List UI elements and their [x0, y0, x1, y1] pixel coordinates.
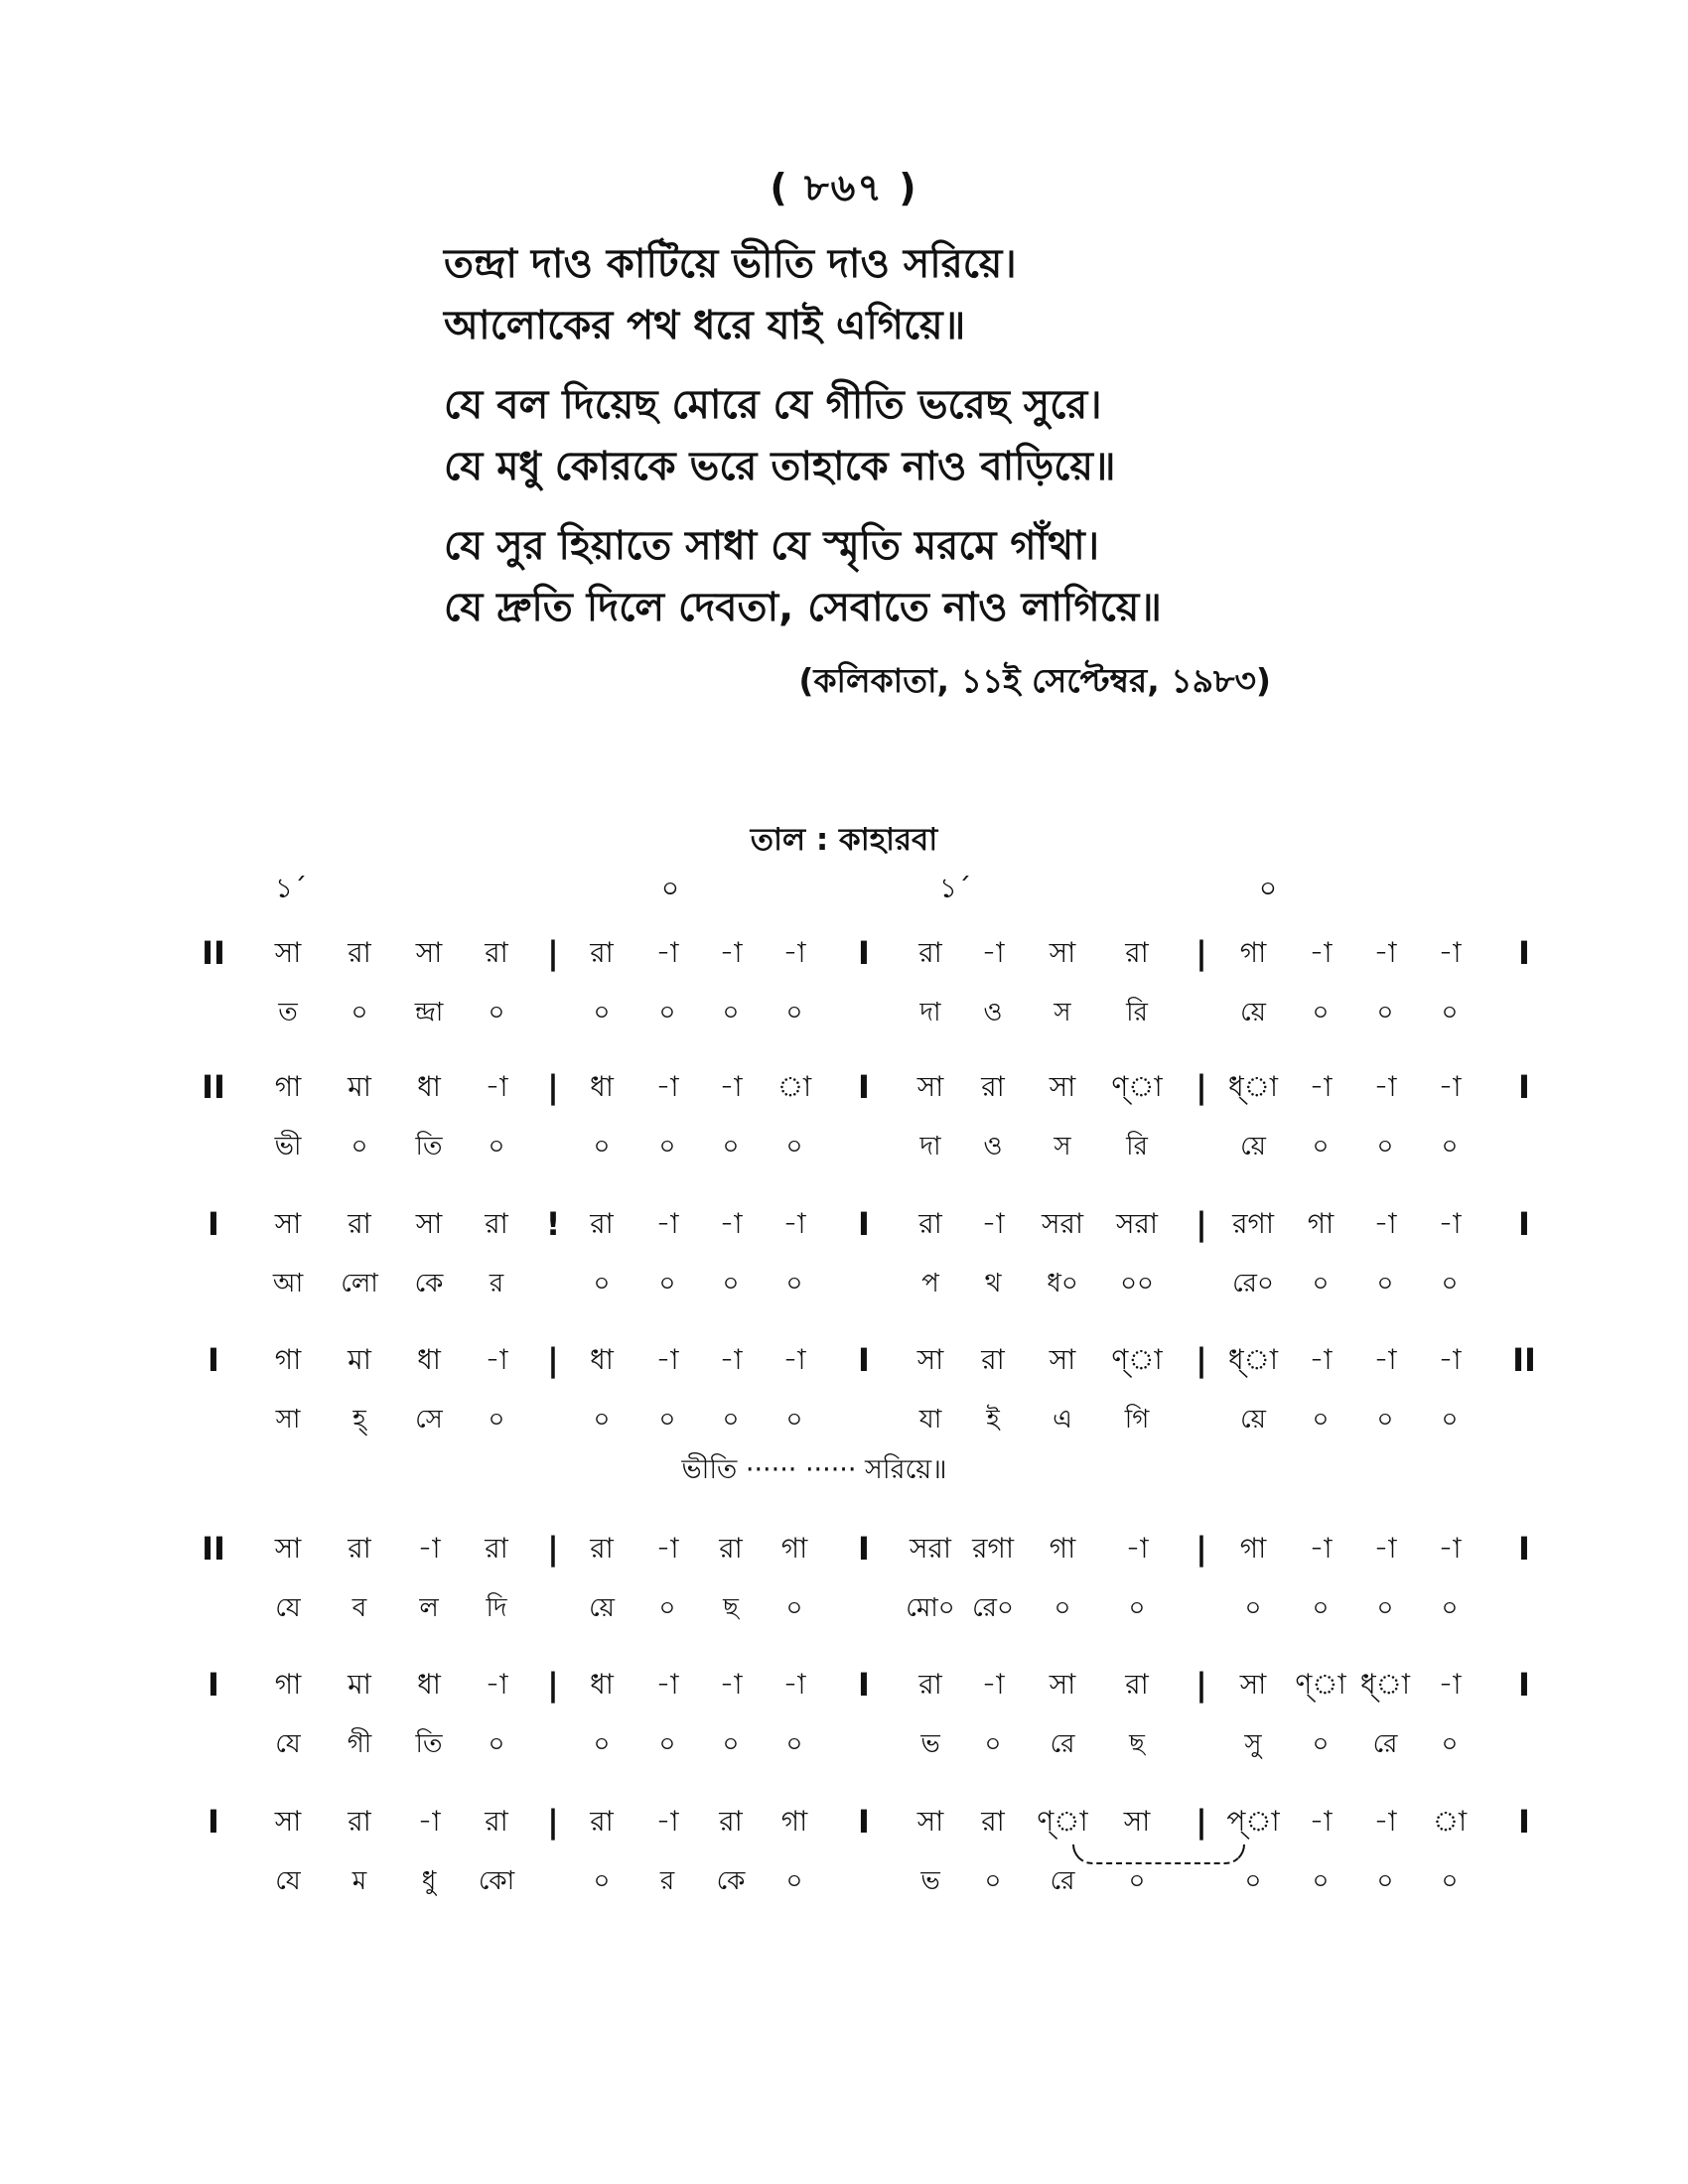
lyric-syllable: ০ — [1441, 1866, 1459, 1896]
lyric-syllable: সে — [415, 1405, 443, 1434]
lyric-syllable: দা — [919, 998, 941, 1027]
refrain-marker: ভীতি ······ ······ সরিয়ে॥ — [681, 1454, 947, 1485]
swara-note: সা — [274, 1207, 302, 1240]
lyric-syllable: কে — [716, 1866, 746, 1896]
lyric-syllable: ০ — [593, 1866, 611, 1896]
bar-line: I — [858, 1666, 870, 1704]
lyric-line: যে সুর হিয়াতে সাধা যে স্মৃতি মরমে গাঁথা। — [444, 523, 1100, 569]
lyric-row — [0, 1122, 1688, 1171]
swara-note: গা — [1239, 1532, 1267, 1565]
lyric-syllable: ই — [986, 1405, 1000, 1434]
swara-note: গা — [780, 1805, 808, 1838]
lyric-syllable: যা — [918, 1405, 942, 1434]
bar-line: | — [547, 1530, 559, 1568]
bar-line: I — [858, 1205, 870, 1243]
bar-line: II — [202, 1068, 225, 1106]
swara-note: ধ্া — [1227, 1070, 1279, 1103]
swara-note: -া — [782, 1207, 806, 1240]
swara-note: সা — [916, 1343, 944, 1376]
swara-note: সা — [274, 936, 302, 969]
swara-note: -া — [1309, 936, 1333, 969]
lyric-syllable: ০০ — [1120, 1269, 1154, 1298]
lyric-syllable: ০ — [785, 1132, 803, 1161]
lyric-syllable: ০ — [1128, 1866, 1146, 1896]
swara-note: -া — [655, 1207, 679, 1240]
lyric-syllable: ০ — [1441, 1405, 1459, 1434]
lyric-syllable: ০ — [658, 1405, 676, 1434]
lyric-syllable: ম — [352, 1866, 367, 1896]
swara-note: -া — [655, 1070, 679, 1103]
bar-line: I — [1518, 934, 1530, 972]
lyric-syllable: ও — [983, 1132, 1003, 1161]
bar-line: I — [1518, 1530, 1530, 1568]
lyric-syllable: র — [489, 1269, 504, 1298]
swara-note: সা — [274, 1532, 302, 1565]
lyric-row — [0, 1583, 1688, 1633]
swara-note: -া — [1309, 1070, 1333, 1103]
lyric-syllable: ০ — [722, 998, 740, 1027]
swara-note: সা — [1239, 1668, 1267, 1701]
swara-note: -া — [719, 1207, 743, 1240]
swara-note: সা — [1049, 936, 1076, 969]
lyric-syllable: তি — [415, 1729, 443, 1759]
lyric-syllable: ০ — [1312, 1269, 1330, 1298]
bar-line: | — [1196, 1068, 1207, 1106]
lyric-syllable: রে০ — [1232, 1269, 1274, 1298]
swara-note: রগা — [972, 1532, 1014, 1565]
bar-line: | — [1196, 1530, 1207, 1568]
lyric-syllable: ০ — [984, 1729, 1002, 1759]
swara-row — [0, 1062, 1688, 1112]
swara-note: সা — [916, 1070, 944, 1103]
swara-note: রা — [590, 1532, 614, 1565]
swara-note: রা — [981, 1343, 1005, 1376]
swara-row — [0, 1797, 1688, 1846]
tali-mark: ০ — [660, 872, 680, 904]
lyric-syllable: দা — [919, 1132, 941, 1161]
swara-note: রা — [485, 1532, 508, 1565]
bar-line: | — [547, 1341, 559, 1379]
lyric-line: তন্দ্রা দাও কাটিয়ে ভীতি দাও সরিয়ে। — [444, 241, 1017, 287]
lyric-syllable: রে০ — [972, 1593, 1014, 1623]
lyric-syllable: ০ — [593, 1729, 611, 1759]
swara-note: সা — [916, 1805, 944, 1838]
bar-line: | — [1196, 1205, 1207, 1243]
tali-row — [0, 864, 1688, 913]
bar-line: | — [547, 1803, 559, 1841]
swara-note: -া — [1438, 1070, 1462, 1103]
swara-note: -া — [1373, 1532, 1397, 1565]
swara-note: ধ্া — [1359, 1668, 1411, 1701]
lyric-syllable: য়ে — [1240, 1132, 1266, 1161]
swara-note: রা — [348, 1805, 371, 1838]
swara-note: রা — [485, 936, 508, 969]
swara-note: ধ্া — [1227, 1343, 1279, 1376]
lyric-syllable: ০ — [351, 1132, 368, 1161]
lyric-syllable: থ — [984, 1269, 1002, 1298]
lyric-line: যে মধু কোরকে ভরে তাহাকে নাও বাড়িয়ে॥ — [444, 444, 1116, 489]
swara-note: সা — [1123, 1805, 1151, 1838]
lyric-syllable: ০ — [593, 1269, 611, 1298]
bar-line: I — [208, 1341, 219, 1379]
swara-note: রা — [981, 1070, 1005, 1103]
lyric-syllable: কো — [478, 1866, 515, 1896]
swara-row — [0, 928, 1688, 978]
swara-note: সরা — [1115, 1207, 1159, 1240]
lyric-syllable: ০ — [593, 1132, 611, 1161]
swara-note: -া — [655, 1805, 679, 1838]
lyric-row — [0, 1856, 1688, 1906]
lyric-syllable: রে — [1050, 1729, 1075, 1759]
swara-note: ণ্া — [1037, 1805, 1088, 1838]
bar-line: | — [547, 1068, 559, 1106]
bar-line: I — [858, 1803, 870, 1841]
swara-row — [0, 1524, 1688, 1573]
bar-line: II — [202, 934, 225, 972]
lyric-syllable: ছ — [1129, 1729, 1145, 1759]
swara-row — [0, 1335, 1688, 1385]
lyric-syllable: ধ০ — [1047, 1269, 1078, 1298]
lyric-row — [0, 1395, 1688, 1444]
swara-note: -া — [782, 936, 806, 969]
swara-note: সা — [415, 1207, 443, 1240]
lyric-syllable: ০ — [1312, 1405, 1330, 1434]
swara-note: গা — [1049, 1532, 1076, 1565]
lyric-syllable: ০ — [1054, 1593, 1071, 1623]
swara-note: -া — [1309, 1805, 1333, 1838]
swara-note: সরা — [909, 1532, 952, 1565]
lyric-syllable: সু — [1244, 1729, 1262, 1759]
swara-note: সা — [274, 1805, 302, 1838]
swara-note: মা — [348, 1343, 371, 1376]
lyric-syllable: ০ — [1376, 998, 1394, 1027]
swara-note: ণ্া — [1295, 1668, 1346, 1701]
lyric-syllable: ০ — [1312, 1132, 1330, 1161]
lyric-syllable: সা — [275, 1405, 301, 1434]
lyric-syllable: মো০ — [906, 1593, 955, 1623]
swara-note: -া — [655, 1668, 679, 1701]
swara-note: -া — [1309, 1532, 1333, 1565]
swara-note: -া — [485, 1668, 508, 1701]
lyric-syllable: ০ — [488, 998, 505, 1027]
stanza — [444, 374, 1437, 497]
lyric-syllable: স — [1054, 998, 1071, 1027]
lyric-syllable: ০ — [1441, 1132, 1459, 1161]
swara-note: গা — [274, 1070, 302, 1103]
lyric-syllable: ০ — [785, 1405, 803, 1434]
lyric-syllable: ০ — [1244, 1593, 1262, 1623]
swara-note: রা — [485, 1805, 508, 1838]
place-date-signature: (কলিকাতা, ১১ই সেপ্টেম্বর, ১৯৮৩) — [798, 661, 1271, 700]
swara-note: ধা — [590, 1343, 614, 1376]
swara-note: ণ্া — [1111, 1070, 1163, 1103]
lyric-row — [0, 1719, 1688, 1769]
bar-line: I — [1518, 1803, 1530, 1841]
swara-note: -া — [655, 1343, 679, 1376]
swara-note: -া — [485, 1070, 508, 1103]
lyric-line: যে বল দিয়েছ মোরে যে গীতি ভরেছ সুরে। — [444, 382, 1102, 428]
lyric-syllable: ০ — [722, 1132, 740, 1161]
tali-mark: ১´ — [274, 872, 308, 904]
lyric-syllable: স — [1054, 1132, 1071, 1161]
lyric-syllable: ০ — [488, 1405, 505, 1434]
swara-note: রা — [981, 1805, 1005, 1838]
lyric-syllable: ০ — [1312, 1729, 1330, 1759]
lyric-syllable: ০ — [785, 1866, 803, 1896]
slur-mark — [1072, 1844, 1245, 1864]
lyric-row — [0, 1259, 1688, 1308]
bar-line: I — [208, 1666, 219, 1704]
lyric-syllable: ০ — [1441, 1729, 1459, 1759]
bar-line: ! — [545, 1205, 561, 1243]
lyric-syllable: যে — [275, 1866, 301, 1896]
swara-note: রা — [918, 1207, 942, 1240]
bar-line: I — [858, 1068, 870, 1106]
swara-note: গা — [274, 1668, 302, 1701]
lyric-syllable: ০ — [785, 1593, 803, 1623]
lyric-syllable: ছ — [723, 1593, 739, 1623]
swara-note: গা — [1239, 936, 1267, 969]
lyric-syllable: ০ — [488, 1132, 505, 1161]
page-number: ( ৮৬৭ ) — [770, 166, 918, 209]
lyric-syllable: যে — [275, 1593, 301, 1623]
lyric-syllable: ০ — [488, 1729, 505, 1759]
lyric-syllable: রি — [1126, 998, 1148, 1027]
lyric-syllable: যে — [275, 1729, 301, 1759]
lyric-syllable: য়ে — [1240, 1405, 1266, 1434]
swara-note: রা — [918, 1668, 942, 1701]
lyric-syllable: গি — [1124, 1405, 1150, 1434]
lyric-syllable: ভী — [274, 1132, 302, 1161]
swara-note: া — [1432, 1805, 1468, 1838]
swara-note: রা — [719, 1805, 743, 1838]
lyric-syllable: ০ — [1312, 1866, 1330, 1896]
swara-note: -া — [1373, 1207, 1397, 1240]
lyric-syllable: য়ে — [1240, 998, 1266, 1027]
swara-note: -া — [981, 1207, 1005, 1240]
swara-note: -া — [782, 1668, 806, 1701]
bar-line: | — [547, 1666, 559, 1704]
lyric-syllable: ০ — [1128, 1593, 1146, 1623]
lyric-syllable: ০ — [658, 998, 676, 1027]
lyric-syllable: ০ — [1312, 1593, 1330, 1623]
swara-note: -া — [1438, 1532, 1462, 1565]
lyric-syllable: ন্দ্রা — [414, 998, 444, 1027]
swara-note: া — [776, 1070, 812, 1103]
swara-note: মা — [348, 1070, 371, 1103]
swara-note: সা — [1049, 1070, 1076, 1103]
swara-note: -া — [485, 1343, 508, 1376]
lyric-syllable: য়ে — [589, 1593, 615, 1623]
swara-note: গা — [274, 1343, 302, 1376]
bar-line: I — [858, 1341, 870, 1379]
swara-note: -া — [1309, 1343, 1333, 1376]
bar-line: II — [1512, 1341, 1536, 1379]
bar-line: | — [1196, 1341, 1207, 1379]
swara-note: ণ্া — [1111, 1343, 1163, 1376]
bar-line: I — [1518, 1205, 1530, 1243]
swara-note: রা — [1125, 1668, 1149, 1701]
lyric-syllable: হ্ — [352, 1405, 366, 1434]
swara-note: -া — [719, 1070, 743, 1103]
swara-note: রা — [348, 936, 371, 969]
song-lyrics — [444, 233, 1437, 656]
lyric-syllable: ০ — [1441, 1269, 1459, 1298]
lyric-syllable: ০ — [984, 1866, 1002, 1896]
lyric-syllable: লো — [341, 1269, 378, 1298]
lyric-syllable: আ — [272, 1269, 304, 1298]
swara-note: ধা — [417, 1070, 441, 1103]
swara-row — [0, 1199, 1688, 1249]
swara-note: -া — [1125, 1532, 1149, 1565]
tali-mark: ১´ — [938, 872, 972, 904]
lyric-syllable: দি — [486, 1593, 507, 1623]
bar-line: | — [547, 934, 559, 972]
lyric-syllable: ০ — [1376, 1269, 1394, 1298]
bar-line: I — [1518, 1666, 1530, 1704]
lyric-syllable: ০ — [1244, 1866, 1262, 1896]
swara-note: রা — [590, 1805, 614, 1838]
lyric-syllable: ও — [983, 998, 1003, 1027]
lyric-syllable: রে — [1050, 1866, 1075, 1896]
swara-note: রা — [918, 936, 942, 969]
bar-line: I — [208, 1205, 219, 1243]
tala-title: তাল : কাহারবা — [750, 822, 938, 858]
swara-note: সা — [415, 936, 443, 969]
swara-note: -া — [719, 936, 743, 969]
swara-note: -া — [1373, 936, 1397, 969]
bar-line: I — [1518, 1068, 1530, 1106]
lyric-syllable: ০ — [658, 1132, 676, 1161]
swara-note: রা — [348, 1207, 371, 1240]
bar-line: II — [202, 1530, 225, 1568]
lyric-syllable: ০ — [1441, 1593, 1459, 1623]
lyric-syllable: রে — [1372, 1729, 1398, 1759]
bar-line: | — [1196, 1666, 1207, 1704]
lyric-syllable: ০ — [1312, 998, 1330, 1027]
swara-note: -া — [782, 1343, 806, 1376]
swara-note: -া — [417, 1805, 441, 1838]
swara-note: -া — [1438, 1207, 1462, 1240]
bar-line: I — [858, 1530, 870, 1568]
bar-line: | — [1196, 934, 1207, 972]
lyric-syllable: ০ — [785, 1729, 803, 1759]
swara-note: -া — [1373, 1070, 1397, 1103]
lyric-syllable: ভ — [920, 1866, 940, 1896]
lyric-syllable: র — [659, 1866, 675, 1896]
swara-note: -া — [1438, 936, 1462, 969]
lyric-syllable: ০ — [1376, 1405, 1394, 1434]
swara-row — [0, 1660, 1688, 1709]
lyric-syllable: ০ — [1376, 1132, 1394, 1161]
lyric-syllable: ০ — [722, 1269, 740, 1298]
lyric-syllable: রি — [1126, 1132, 1148, 1161]
lyric-syllable: ০ — [1441, 998, 1459, 1027]
swara-note: রগা — [1232, 1207, 1274, 1240]
stanza — [444, 515, 1437, 638]
swara-note: রা — [485, 1207, 508, 1240]
swara-note: -া — [655, 936, 679, 969]
lyric-syllable: তি — [415, 1132, 443, 1161]
swara-note: ধা — [417, 1343, 441, 1376]
swara-note: সা — [1049, 1668, 1076, 1701]
lyric-syllable: এ — [1053, 1405, 1072, 1434]
swara-note: রা — [590, 936, 614, 969]
swara-note: রা — [348, 1532, 371, 1565]
lyric-line: যে দ্রুতি দিলে দেবতা, সেবাতে নাও লাগিয়ে॥ — [444, 585, 1162, 630]
swara-note: ধা — [590, 1070, 614, 1103]
swara-note: গা — [780, 1532, 808, 1565]
lyric-syllable: ব — [352, 1593, 367, 1623]
lyric-syllable: ০ — [593, 1405, 611, 1434]
swara-note: -া — [719, 1668, 743, 1701]
tali-mark: ০ — [1258, 872, 1278, 904]
lyric-syllable: ০ — [658, 1593, 676, 1623]
lyric-syllable: ০ — [722, 1405, 740, 1434]
swara-note: -া — [1438, 1343, 1462, 1376]
lyric-syllable: ০ — [1376, 1593, 1394, 1623]
stanza — [444, 233, 1437, 356]
swara-note: -া — [1373, 1343, 1397, 1376]
lyric-syllable: ০ — [722, 1729, 740, 1759]
bar-line: I — [858, 934, 870, 972]
swara-note: -া — [655, 1532, 679, 1565]
swara-note: -া — [981, 936, 1005, 969]
lyric-syllable: ত — [278, 998, 298, 1027]
swara-note: -া — [1373, 1805, 1397, 1838]
swara-note: -া — [417, 1532, 441, 1565]
lyric-syllable: ০ — [1376, 1866, 1394, 1896]
lyric-syllable: গী — [347, 1729, 372, 1759]
swara-note: -া — [981, 1668, 1005, 1701]
lyric-syllable: কে — [414, 1269, 444, 1298]
lyric-syllable: ০ — [785, 1269, 803, 1298]
swara-note: রা — [1125, 936, 1149, 969]
lyric-syllable: ০ — [658, 1269, 676, 1298]
swara-note: সরা — [1041, 1207, 1084, 1240]
swara-note: রা — [719, 1532, 743, 1565]
lyric-syllable: ল — [419, 1593, 439, 1623]
lyric-syllable: ০ — [593, 998, 611, 1027]
swara-note: মা — [348, 1668, 371, 1701]
lyric-syllable: ০ — [785, 998, 803, 1027]
swara-note: -া — [1438, 1668, 1462, 1701]
lyric-syllable: ০ — [351, 998, 368, 1027]
swara-note: -া — [719, 1343, 743, 1376]
lyric-syllable: ভ — [920, 1729, 940, 1759]
lyric-syllable: ধু — [421, 1866, 437, 1896]
lyric-syllable: প — [921, 1269, 939, 1298]
swara-note: সা — [1049, 1343, 1076, 1376]
bar-line: I — [208, 1803, 219, 1841]
lyric-syllable: ০ — [658, 1729, 676, 1759]
swara-note: ধা — [590, 1668, 614, 1701]
lyric-line: আলোকের পথ ধরে যাই এগিয়ে॥ — [444, 303, 966, 348]
swara-note: প্া — [1226, 1805, 1280, 1838]
lyric-row — [0, 988, 1688, 1037]
bar-line: | — [1196, 1803, 1207, 1841]
swara-note: ধা — [417, 1668, 441, 1701]
swara-note: রা — [590, 1207, 614, 1240]
swara-note: গা — [1307, 1207, 1335, 1240]
